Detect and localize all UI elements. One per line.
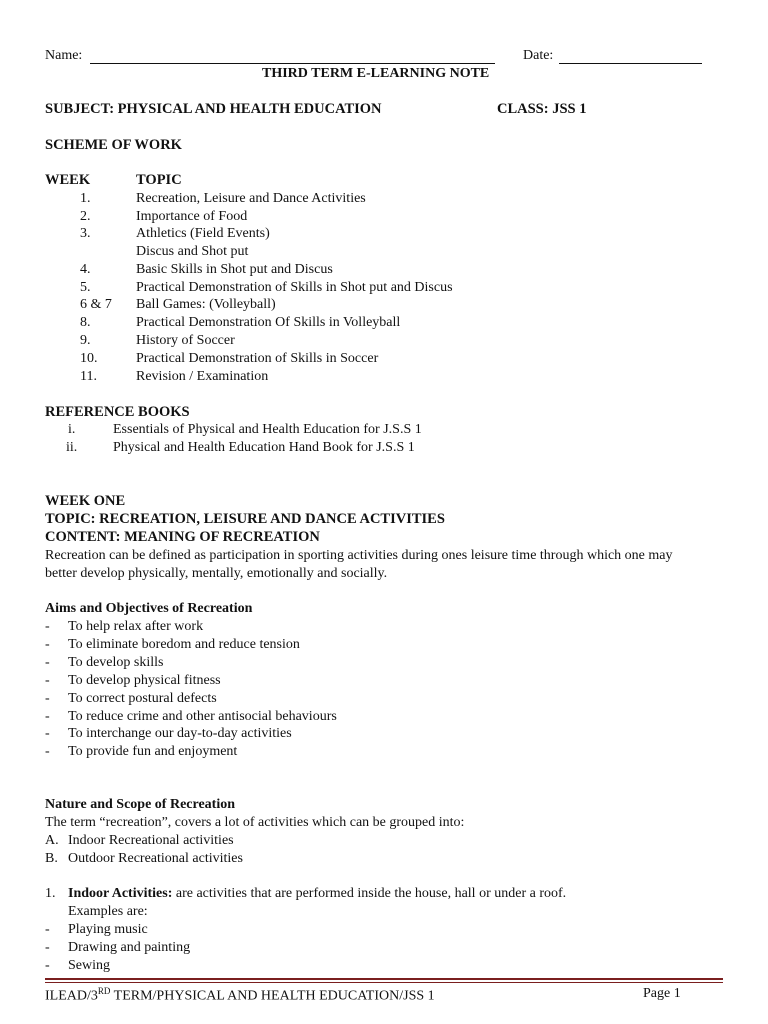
date-line xyxy=(559,49,702,64)
list-bullet: - xyxy=(45,744,50,759)
scheme-topic: Ball Games: (Volleyball) xyxy=(136,297,276,312)
scheme-topic: Revision / Examination xyxy=(136,369,269,384)
footer-suffix: TERM/PHYSICAL AND HEALTH EDUCATION/JSS 1 xyxy=(110,988,435,1004)
reference-number: ii. xyxy=(66,440,78,455)
reference-number: i. xyxy=(68,422,76,437)
list-bullet: - xyxy=(45,958,50,973)
scheme-week-number: 9. xyxy=(80,333,91,348)
list-item: To reduce crime and other antisocial behaviours xyxy=(68,709,337,724)
reference-book: Physical and Health Education Hand Book for J.S.S 1 xyxy=(113,440,415,455)
list-bullet: - xyxy=(45,691,50,706)
group-item: Indoor Recreational activities xyxy=(68,833,234,848)
list-bullet: - xyxy=(45,673,50,688)
list-item: To correct postural defects xyxy=(68,691,217,706)
name-label: Name: xyxy=(45,48,83,63)
scheme-topic: Athletics (Field Events) xyxy=(136,226,270,241)
footer-prefix: ILEAD/3 xyxy=(45,988,98,1004)
scheme-topic: Importance of Food xyxy=(136,209,248,224)
scheme-week-number: 5. xyxy=(80,280,91,295)
scheme-week-number: 2. xyxy=(80,209,91,224)
list-item: To develop physical fitness xyxy=(68,673,221,688)
scheme-topic: Practical Demonstration of Skills in Shot put and Discus xyxy=(136,280,453,295)
scheme-week-number: 3. xyxy=(80,226,91,241)
scheme-week-number: 4. xyxy=(80,262,91,277)
topic-column-header: TOPIC xyxy=(136,172,182,188)
footer-superscript: RD xyxy=(97,986,111,996)
example-item: Drawing and painting xyxy=(68,940,191,955)
group-letter: B. xyxy=(45,851,58,866)
class-heading: CLASS: JSS 1 xyxy=(497,101,587,117)
week-one-heading: WEEK ONE xyxy=(45,493,126,509)
scheme-week-number: 8. xyxy=(80,315,91,330)
scheme-week-number: 11. xyxy=(80,369,97,384)
list-item: To develop skills xyxy=(68,655,164,670)
document-title: THIRD TERM E-LEARNING NOTE xyxy=(262,66,490,81)
scheme-topic: History of Soccer xyxy=(136,333,235,348)
footer-rule xyxy=(45,978,723,980)
scheme-week-number: 6 & 7 xyxy=(80,297,112,312)
scheme-topic: Recreation, Leisure and Dance Activities xyxy=(136,191,366,206)
recreation-definition-line2: better develop physically, mentally, emotionally and socially. xyxy=(45,566,388,581)
subject-heading: SUBJECT: PHYSICAL AND HEALTH EDUCATION xyxy=(45,101,382,117)
footer-rule-thin xyxy=(45,982,723,983)
week-one-content: CONTENT: MEANING OF RECREATION xyxy=(45,529,320,545)
date-label: Date: xyxy=(523,48,554,63)
scheme-topic: Discus and Shot put xyxy=(136,244,249,259)
scheme-week-number: 10. xyxy=(80,351,98,366)
list-bullet: - xyxy=(45,655,50,670)
aims-heading: Aims and Objectives of Recreation xyxy=(45,601,253,616)
example-item: Playing music xyxy=(68,922,148,937)
indoor-definition xyxy=(68,886,566,902)
group-letter: A. xyxy=(45,833,59,848)
indoor-number: 1. xyxy=(45,886,56,901)
name-line xyxy=(90,49,495,64)
scheme-week-number: 1. xyxy=(80,191,91,206)
list-bullet: - xyxy=(45,619,50,634)
list-item: To provide fun and enjoyment xyxy=(68,744,238,759)
list-item: To interchange our day-to-day activities xyxy=(68,726,292,741)
reference-heading: REFERENCE BOOKS xyxy=(45,404,190,420)
list-bullet: - xyxy=(45,726,50,741)
example-item: Sewing xyxy=(68,958,110,973)
list-item: To eliminate boredom and reduce tension xyxy=(68,637,300,652)
group-item: Outdoor Recreational activities xyxy=(68,851,243,866)
scheme-topic: Practical Demonstration of Skills in Soccer xyxy=(136,351,379,366)
footer-course-label xyxy=(45,986,435,1005)
scheme-topic: Practical Demonstration Of Skills in Volleyball xyxy=(136,315,401,330)
nature-intro: The term “recreation”, covers a lot of activities which can be grouped into: xyxy=(45,815,465,830)
nature-heading: Nature and Scope of Recreation xyxy=(45,797,236,812)
scheme-topic: Basic Skills in Shot put and Discus xyxy=(136,262,333,277)
list-bullet: - xyxy=(45,940,50,955)
scheme-heading: SCHEME OF WORK xyxy=(45,137,182,153)
list-bullet: - xyxy=(45,922,50,937)
list-bullet: - xyxy=(45,709,50,724)
indoor-label: Indoor Activities: xyxy=(68,886,173,901)
list-bullet: - xyxy=(45,637,50,652)
week-column-header: WEEK xyxy=(45,172,91,188)
indoor-text: are activities that are performed inside the house, hall or under a roof. xyxy=(172,886,567,901)
list-item: To help relax after work xyxy=(68,619,204,634)
examples-label: Examples are: xyxy=(68,904,148,919)
reference-book: Essentials of Physical and Health Education for J.S.S 1 xyxy=(113,422,422,437)
week-one-topic: TOPIC: RECREATION, LEISURE AND DANCE ACTIVITIES xyxy=(45,511,445,527)
page-number: Page 1 xyxy=(643,986,681,1001)
recreation-definition-line1: Recreation can be defined as participation in sporting activities during ones leisure time through which one may xyxy=(45,548,673,563)
